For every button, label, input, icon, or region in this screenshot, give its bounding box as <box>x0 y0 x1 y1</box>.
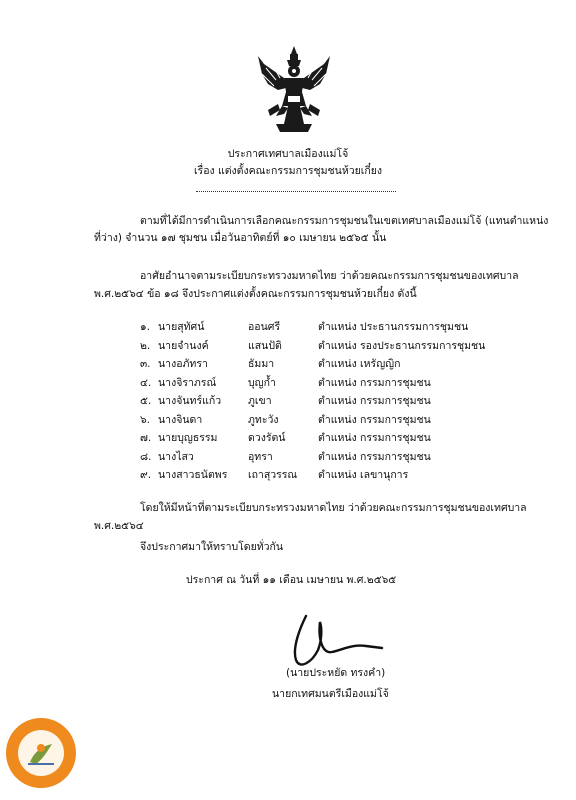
paragraph-1-line-2: ที่ว่าง) จำนวน ๑๗ ชุมชน เมื่อวันอาทิตย์ที่ ๑๐ เมษายน ๒๕๖๕ นั้น <box>94 232 387 244</box>
member-row <box>140 377 500 390</box>
member-last-name: ดวงรัตน์ <box>248 432 286 444</box>
member-last-name: ภูเขา <box>248 395 272 407</box>
member-row <box>140 358 500 371</box>
member-number: ๙. <box>140 469 152 481</box>
member-number: ๓. <box>140 358 151 370</box>
member-row <box>140 432 500 445</box>
member-last-name: ออนศรี <box>248 321 281 333</box>
member-first-name: นางสาวธนัตพร <box>158 469 228 481</box>
closing-line: จึงประกาศมาให้ทราบโดยทั่วกัน <box>140 541 284 553</box>
member-last-name: อุทรา <box>248 451 273 463</box>
member-position: ตำแหน่ง รองประธานกรรมการชุมชน <box>318 340 486 352</box>
signatory-name: (นายประหยัด ทรงคำ) <box>286 667 386 679</box>
member-first-name: นายบุญธรรม <box>158 432 218 444</box>
member-row <box>140 414 500 427</box>
member-number: ๘. <box>140 451 152 463</box>
paragraph-2-line-1: อาศัยอำนาจตามระเบียบกระทรวงมหาดไทย ว่าด้วยคณะกรรมการชุมชนของเทศบาล <box>140 270 519 282</box>
member-row <box>140 321 500 334</box>
member-number: ๕. <box>140 395 152 407</box>
member-number: ๖. <box>140 414 151 426</box>
member-number: ๔. <box>140 377 152 389</box>
garuda-emblem-icon <box>254 44 334 136</box>
member-last-name: เถาสุวรรณ <box>248 469 298 481</box>
announcement-title: ประกาศเทศบาลเมืองแม่โจ้ <box>227 148 349 160</box>
divider <box>196 191 396 192</box>
member-number: ๒. <box>140 340 151 352</box>
member-position: ตำแหน่ง เหรัญญิก <box>318 358 401 370</box>
member-last-name: ธัมมา <box>248 358 275 370</box>
paragraph-2-line-2: พ.ศ.๒๕๖๔ ข้อ ๑๘ จึงประกาศแต่งตั้งคณะกรรมการชุมชนห้วยเกี๋ยง ดังนี้ <box>94 288 417 300</box>
member-number: ๗. <box>140 432 152 444</box>
member-first-name: นางไสว <box>158 451 194 463</box>
member-position: ตำแหน่ง เลขานุการ <box>318 469 409 481</box>
member-last-name: แสนปัติ <box>248 340 282 352</box>
member-position: ตำแหน่ง กรรมการชุมชน <box>318 414 431 426</box>
member-first-name: นางจินดา <box>158 414 203 426</box>
member-position: ตำแหน่ง กรรมการชุมชน <box>318 377 431 389</box>
announcement-subject: เรื่อง แต่งตั้งคณะกรรมการชุมชนห้วยเกี๋ยง <box>193 165 383 177</box>
member-first-name: นายสุทัศน์ <box>158 321 205 333</box>
member-position: ตำแหน่ง กรรมการชุมชน <box>318 432 431 444</box>
member-first-name: นางจันทร์แก้ว <box>158 395 222 407</box>
paragraph-3-line-2: พ.ศ.๒๕๖๔ <box>94 520 144 532</box>
paragraph-1-line-1: ตามที่ได้มีการดำเนินการเลือกคณะกรรมการชุมชนในเขตเทศบาลเมืองแม่โจ้ (แทนตำแหน่ง <box>140 215 549 227</box>
municipality-logo-icon <box>6 718 76 788</box>
announcement-date: ประกาศ ณ วันที่ ๑๑ เดือน เมษายน พ.ศ.๒๕๖๕ <box>186 574 397 586</box>
member-position: ตำแหน่ง ประธานกรรมการชุมชน <box>318 321 469 333</box>
member-position: ตำแหน่ง กรรมการชุมชน <box>318 451 431 463</box>
signatory-title: นายกเทศมนตรีเมืองแม่โจ้ <box>272 688 389 700</box>
member-position: ตำแหน่ง กรรมการชุมชน <box>318 395 431 407</box>
member-number: ๑. <box>140 321 151 333</box>
member-first-name: นางอภัทรา <box>158 358 208 370</box>
member-first-name: นางจิราภรณ์ <box>158 377 217 389</box>
member-first-name: นายจำนงค์ <box>158 340 209 352</box>
member-row <box>140 340 500 353</box>
member-last-name: บุญก้ำ <box>248 377 276 389</box>
member-row <box>140 469 500 482</box>
paragraph-3-line-1: โดยให้มีหน้าที่ตามระเบียบกระทรวงมหาดไทย ว่าด้วยคณะกรรมการชุมชนของเทศบาล <box>140 502 527 514</box>
signature-icon <box>282 608 402 672</box>
member-row <box>140 451 500 464</box>
member-last-name: ภูทะวัง <box>248 414 279 426</box>
member-row <box>140 395 500 408</box>
